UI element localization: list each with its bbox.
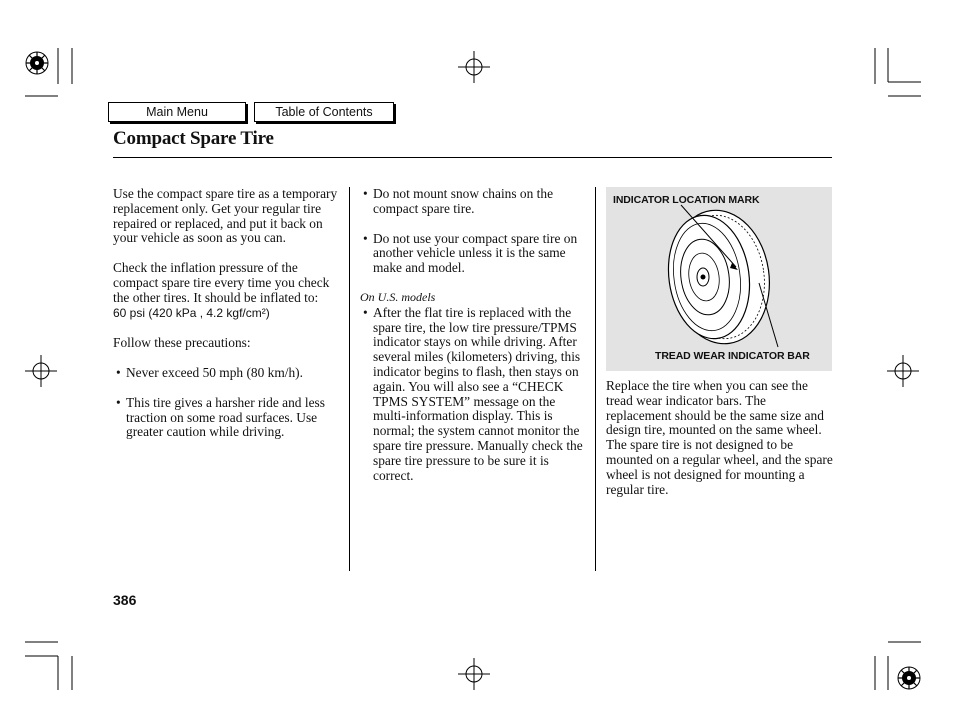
paragraph: Follow these precautions:	[113, 335, 251, 351]
main-menu-button[interactable]: Main Menu	[108, 102, 246, 122]
column-1	[113, 187, 345, 440]
tire-figure	[606, 187, 832, 371]
list-item: • After the flat tire is replaced with the spare tire, the low tire pressure/TPMS indicator stays on while driving. After several miles (kilometers) driving, this indicator begins to flash, then stays on again. You will also see a “CHECK TPMS SYSTEM” message on the multi-information display. This is normal; the system cannot monitor the spare tire pressure. Manually check the spare tire pressure to be sure it is correct.	[360, 306, 586, 484]
registration-mark-icon	[897, 666, 921, 690]
list-item: • Do not use your compact spare tire on another vehicle unless it is the same make and model.	[360, 232, 586, 276]
column-divider	[595, 187, 596, 571]
tread-wear-indicator-bar-label: TREAD WEAR INDICATOR BAR	[655, 350, 810, 362]
page-title: Compact Spare Tire	[113, 128, 274, 149]
crosshair-icon	[458, 51, 490, 83]
paragraph: Use the compact spare tire as a temporary replacement only. Get your regular tire repaired or replaced, and put it back on your vehicle as soon as you can.	[113, 186, 338, 246]
column-divider	[349, 187, 350, 571]
column-2	[360, 187, 586, 483]
crosshair-icon	[458, 658, 490, 690]
table-of-contents-button[interactable]: Table of Contents	[254, 102, 394, 122]
paragraph: Check the inflation pressure of the compact spare tire every time you check the other tires. It should be inflated to:	[113, 259, 330, 305]
crosshair-icon	[25, 355, 57, 387]
registration-mark-icon	[25, 51, 49, 75]
indicator-location-mark-label: INDICATOR LOCATION MARK	[613, 194, 760, 206]
paragraph: Replace the tire when you can see the tread wear indicator bars. The replacement should be the same size and design tire, mounted on the same wheel. The spare tire is not designed to be mounted on a regular wheel, and the spare wheel is not designed for mounting a regular tire.	[606, 378, 833, 497]
title-rule	[113, 157, 832, 158]
crosshair-icon	[887, 355, 919, 387]
models-note: On U.S. models	[360, 289, 436, 304]
tire-illustration	[606, 187, 832, 371]
list-item: • Never exceed 50 mph (80 km/h).	[113, 366, 345, 381]
page-number: 386	[113, 592, 137, 608]
pressure-spec: 60 psi (420 kPa , 4.2 kgf/cm²)	[113, 306, 270, 321]
column-3	[606, 379, 834, 497]
list-item: • This tire gives a harsher ride and less traction on some road surfaces. Use greater caution while driving.	[113, 396, 331, 440]
list-item: • Do not mount snow chains on the compact spare tire.	[360, 187, 586, 217]
